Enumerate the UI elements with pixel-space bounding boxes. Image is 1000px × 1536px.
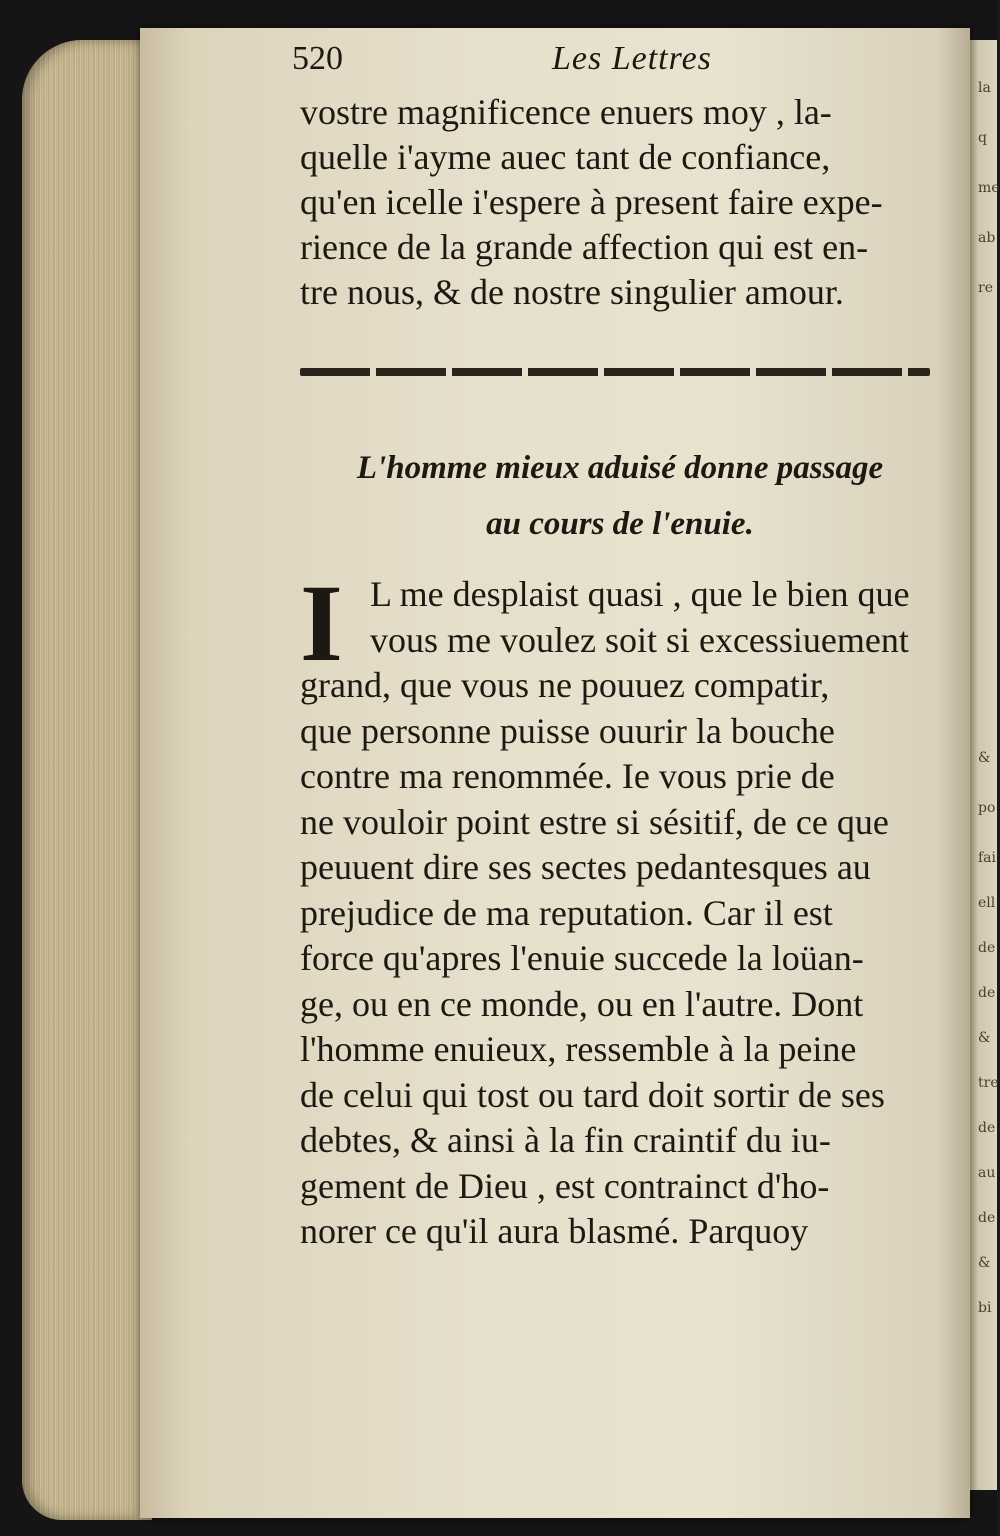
heading-line: L'homme mieux aduisé donne passage (356, 450, 884, 486)
text-line: tre nous, & de nostre singulier amour. (300, 272, 844, 312)
text-line: L me desplaist quasi , que le bien que (370, 574, 910, 614)
text-line: norer ce qu'il aura blasmé. Parquoy (300, 1211, 809, 1251)
next-page-fragment: la (978, 80, 991, 96)
next-page-fragment: re (978, 280, 993, 296)
next-page-fragment: & (978, 1255, 991, 1271)
drop-cap: I (300, 562, 343, 684)
next-page-fragment: fai (978, 850, 997, 866)
text-line: debtes, & ainsi à la fin craintif du iu- (300, 1120, 831, 1160)
section-divider-rule (300, 368, 930, 376)
next-page-fragment: de (978, 985, 996, 1001)
text-line: vous me voulez soit si excessiuement (370, 619, 909, 660)
section-heading (300, 440, 940, 552)
text-line: qu'en icelle i'espere à present faire expe- (300, 182, 883, 222)
next-page-fragment: & (978, 1030, 991, 1046)
text-line: l'homme enuieux, ressemble à la peine (300, 1029, 857, 1069)
running-head (292, 40, 942, 90)
text-line: vostre magnificence enuers moy , la- (300, 92, 832, 132)
text-line: ne vouloir point estre si sésitif, de ce que (300, 801, 889, 842)
text-line: gement de Dieu , est contrainct d'ho- (300, 1165, 830, 1206)
next-page-strip (970, 40, 1000, 1490)
next-page-fragment: ell (978, 895, 996, 911)
text-line: rience de la grande affection qui est en- (300, 227, 869, 267)
text-line: prejudice de ma reputation. Car il est (300, 892, 833, 933)
text-line: ge, ou en ce monde, ou en l'autre. Dont (300, 983, 864, 1024)
next-page-fragment: de (978, 940, 996, 956)
body-passage (300, 562, 940, 1255)
text-line: peuuent dire ses sectes pedantesques au (300, 847, 871, 887)
text-line: que personne puisse ouurir la bouche (300, 710, 835, 751)
text-line: grand, que vous ne pouuez compatir, (300, 665, 830, 705)
next-page-fragment: po (978, 800, 996, 816)
running-title: Les Lettres (552, 40, 712, 77)
next-page-fragment: tre (978, 1075, 999, 1091)
next-page-fragment: au (978, 1165, 996, 1181)
next-page-fragment: me (978, 180, 1000, 196)
next-page-fragment: de (978, 1120, 996, 1136)
next-page-fragment: & (978, 750, 991, 766)
heading-line: au cours de l'enuie. (486, 506, 754, 542)
next-page-fragment: q (978, 130, 987, 146)
top-passage (300, 90, 940, 315)
text-line: force qu'apres l'enuie succede la loüan- (300, 938, 864, 978)
text-line: de celui qui tost ou tard doit sortir de ses (300, 1074, 885, 1115)
text-line: quelle i'ayme auec tant de confiance, (300, 137, 831, 177)
next-page-fragment: de (978, 1210, 996, 1226)
page-number: 520 (292, 40, 343, 77)
next-page-fragment: bi (978, 1300, 992, 1316)
next-page-fragment: ab (978, 230, 996, 246)
book-fore-edge (22, 40, 152, 1520)
text-line: contre ma renommée. Ie vous prie de (300, 756, 835, 796)
